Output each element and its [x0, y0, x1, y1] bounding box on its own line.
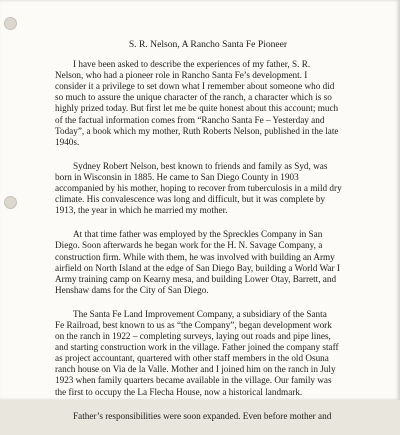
binder-hole — [4, 17, 17, 30]
paragraph — [55, 229, 361, 296]
text-line: Diego. Soon afterwards he began work for the H. N. Savage Company, a — [55, 240, 323, 251]
text-line: accompanied by his mother, hoping to recover from tuberculosis in a mild dry — [55, 183, 342, 194]
text-line: airfield on North Island at the edge of San Diego Bay, building a World War I — [55, 262, 340, 273]
text-line: highly prized today. But first let me be quite honest about this account; much — [55, 103, 339, 114]
paragraph — [55, 411, 361, 422]
text-line: as project accountant, quartered with other staff members in the old Osuna — [55, 353, 329, 364]
text-line: of the factual information comes from “Rancho Santa Fe – Yesterday and — [55, 114, 325, 125]
binder-hole — [4, 196, 17, 209]
text-line: 1940s. — [55, 136, 80, 147]
text-line: Fe Railroad, best known to us as “the Company”, began development work — [55, 319, 332, 330]
document-title: S. R. Nelson, A Rancho Santa Fe Pioneer — [128, 39, 288, 50]
text-line: climate. His convalescence was long and difficult, but it was complete by — [55, 194, 326, 205]
text-line: Today”, a book which my mother, Ruth Roberts Nelson, published in the late — [55, 125, 339, 136]
text-line: Army training camp on Kearny mesa, and building Lower Otay, Barrett, and — [55, 273, 337, 284]
text-line: and starting construction work in the village. Father joined the company staff — [55, 342, 339, 353]
text-line: Nelson, who had a pioneer role in Rancho Santa Fe’s development. I — [55, 70, 308, 81]
text-line: ranch house on Via de la Valle. Mother and I joined him on the ranch in July — [55, 364, 336, 375]
paragraph — [55, 161, 361, 216]
text-line: on the ranch in 1922 – completing surveys, laying out roads and pipe lines, — [55, 331, 331, 342]
paragraph — [55, 59, 361, 148]
text-line: The Santa Fe Land Improvement Company, a subsidiary of the Santa — [73, 308, 327, 319]
text-line: the first to occupy the La Flecha House, now a historical landmark. — [55, 386, 303, 397]
text-line: I have been asked to describe the experiences of my father, S. R. — [73, 59, 311, 70]
paragraph — [55, 309, 361, 398]
text-line: At that time father was employed by the Spreckles Company in San — [73, 229, 323, 240]
text-line: 1923 when family quarters became available in the village. Our family was — [55, 375, 332, 386]
document-body — [55, 39, 361, 435]
text-line: construction firm. While with them, he was involved with building an Army — [55, 251, 335, 262]
text-line: so much to assure the unique character of the ranch, a character which is so — [55, 92, 332, 103]
text-line: Father’s responsibilities were soon expanded. Even before mother and — [73, 410, 332, 421]
text-line: Sydney Robert Nelson, best known to friends and family as Syd, was — [73, 160, 328, 171]
text-line: consider it a privilege to set down what I remember about someone who did — [55, 81, 335, 92]
text-line: born in Wisconsin in 1885. He came to San Diego County in 1903 — [55, 171, 299, 182]
text-line: Henshaw dams for the City of San Diego. — [55, 284, 209, 295]
text-line: 1913, the year in which he married my mother. — [55, 205, 228, 216]
